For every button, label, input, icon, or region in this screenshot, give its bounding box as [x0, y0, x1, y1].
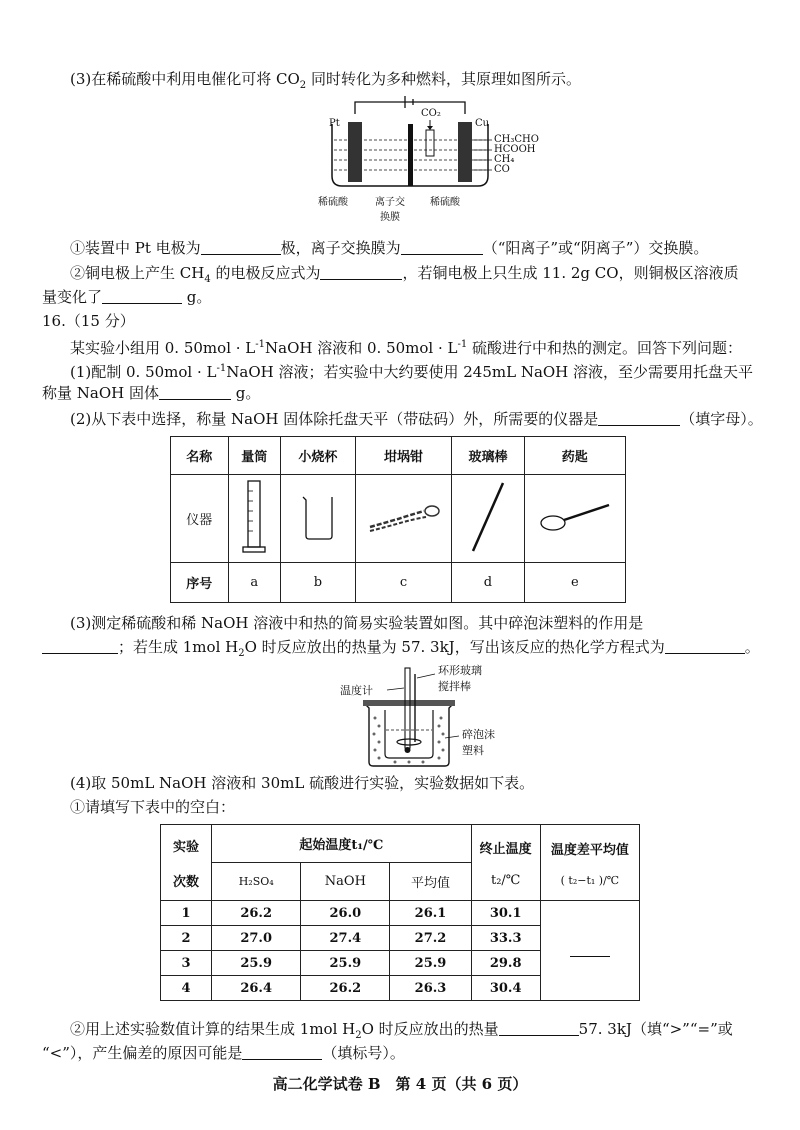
crucible-tongs-icon: [364, 497, 444, 537]
instrument-cell: [228, 475, 280, 563]
membrane-label: [372, 193, 408, 223]
avg-header: 平均值: [390, 863, 471, 901]
answer-blank[interactable]: [102, 289, 182, 304]
p2-b: （填字母）。: [680, 410, 763, 428]
sub2-text-d: 量变化了: [42, 288, 103, 306]
data-cell: 27.4: [301, 926, 390, 951]
intro-sup1: -1: [255, 339, 266, 350]
q15-3-sub2-cont: [42, 286, 760, 308]
p3-d: 。: [744, 638, 760, 656]
p3-c: O 时反应放出的热量为 57. 3kJ，写出该反应的热化学方程式为: [244, 638, 665, 656]
q16-part3-cont: [42, 636, 760, 665]
data-cell: 26.0: [301, 901, 390, 926]
p1-c: 称量 NaOH 固体: [42, 384, 159, 402]
co2-label: CO₂: [421, 108, 441, 119]
q15-3-stem: [42, 68, 760, 97]
naoh-header: NaOH: [301, 863, 390, 901]
measuring-cylinder-icon: [239, 477, 269, 557]
foam-label: [462, 726, 495, 758]
stirrer-label-2: 搅拌棒: [438, 680, 471, 693]
data-cell: 26.2: [301, 976, 390, 1001]
q16-intro: [42, 334, 760, 359]
product-co: CO: [494, 164, 510, 175]
instrument-table: [170, 436, 626, 603]
name-cell: 药匙: [524, 437, 625, 475]
name-cell: 量筒: [228, 437, 280, 475]
membrane-label-2: 换膜: [380, 212, 400, 223]
answer-blank[interactable]: [598, 411, 680, 426]
trial-header-2: 次数: [173, 874, 200, 890]
sub2-text-c: ，若铜电极上只生成 11. 2g CO，则铜极区溶液质: [402, 264, 739, 282]
code-cell: a: [228, 563, 280, 603]
cu-electrode: [458, 122, 472, 182]
pt-electrode: [348, 122, 362, 182]
instrument-cell: [355, 475, 452, 563]
p1-sup: -1: [216, 363, 227, 374]
diff-header: [540, 825, 639, 901]
h2so4-header: H₂SO₄: [212, 863, 301, 901]
row-name-header: 名称: [171, 437, 229, 475]
p4-2-sub: 2: [355, 1030, 362, 1041]
data-cell: 30.1: [471, 901, 540, 926]
p3-b: ；若生成 1mol H: [118, 638, 239, 656]
answer-blank[interactable]: [499, 1021, 579, 1036]
answer-blank[interactable]: [401, 240, 483, 255]
sub2-text-a: ②铜电极上产生 CH: [70, 264, 205, 282]
q16-header: 16.（15 分）: [42, 312, 135, 330]
p3-a: (3)测定稀硫酸和稀 NaOH 溶液中和热的简易实验装置如图。其中碎泡沫塑料的作用是: [70, 614, 644, 632]
end-temp-header: [471, 825, 540, 901]
answer-blank[interactable]: [201, 240, 281, 255]
p4-2-b: O 时反应放出的热量: [361, 1020, 499, 1038]
code-cell: e: [524, 563, 625, 603]
end-temp-header-2: t₂/℃: [490, 872, 521, 888]
q16-part4: (4)取 50mL NaOH 溶液和 30mL 硫酸进行实验，实验数据如下表。: [70, 774, 535, 792]
instrument-cell: [452, 475, 524, 563]
intro-sup2: -1: [457, 339, 468, 350]
glass-rod-icon: [463, 477, 513, 557]
start-temp-header: 起始温度t₁/℃: [212, 825, 472, 863]
sub2-sub: 4: [204, 274, 211, 285]
stem-sub: 2: [299, 80, 307, 91]
stem-text-a: (3)在稀硫酸中利用电催化可将 CO: [70, 70, 300, 88]
answer-blank[interactable]: [42, 639, 118, 654]
name-cell: 玻璃棒: [452, 437, 524, 475]
left-solution-label: 稀硫酸: [318, 197, 348, 208]
answer-blank[interactable]: [570, 942, 610, 957]
data-cell: 26.4: [212, 976, 301, 1001]
answer-blank[interactable]: [320, 265, 402, 280]
instrument-cell: [524, 475, 625, 563]
data-cell: 29.8: [471, 951, 540, 976]
data-cell: 25.9: [301, 951, 390, 976]
q16-part2: [42, 408, 763, 430]
stem-text-b: 同时转化为多种燃料，其原理如图所示。: [306, 70, 581, 88]
foam-label-1: 碎泡沫: [462, 728, 495, 741]
experiment-data-table: [160, 824, 640, 1001]
p1-b: NaOH 溶液；若实验中大约要使用 245mL NaOH 溶液，至少需要用托盘天平: [226, 363, 754, 381]
ion-exchange-membrane: [408, 124, 413, 186]
answer-blank[interactable]: [159, 385, 231, 400]
code-cell: c: [355, 563, 452, 603]
beaker-icon: [298, 492, 338, 542]
sub2-text-e: g。: [182, 288, 212, 306]
data-cell: 27.2: [390, 926, 471, 951]
cu-label: Cu: [475, 118, 490, 129]
name-cell: 坩埚钳: [355, 437, 452, 475]
data-cell: 2: [161, 926, 212, 951]
answer-blank[interactable]: [665, 639, 745, 654]
p4-2-d: “<”），产生偏差的原因可能是: [42, 1044, 243, 1062]
p4-2-e: （填标号）。: [322, 1044, 405, 1062]
product-ch3cho: CH₃CHO: [494, 134, 539, 145]
code-cell: b: [280, 563, 355, 603]
thermometer-label: 温度计: [340, 684, 373, 697]
stirrer-label-1: 环形玻璃: [438, 664, 482, 677]
page-footer: 高二化学试卷 B 第 4 页（共 6 页）: [272, 1075, 528, 1093]
right-solution-label: 稀硫酸: [430, 197, 460, 208]
foam-label-2: 塑料: [462, 744, 484, 757]
intro-b: NaOH 溶液和 0. 50mol · L: [265, 339, 458, 357]
data-cell: 26.2: [212, 901, 301, 926]
name-cell: 小烧杯: [280, 437, 355, 475]
data-cell: 25.9: [212, 951, 301, 976]
data-cell: 3: [161, 951, 212, 976]
trial-header: [161, 825, 212, 901]
data-cell: 26.3: [390, 976, 471, 1001]
data-cell: 1: [161, 901, 212, 926]
p4-2-a: ②用上述实验数值计算的结果生成 1mol H: [70, 1020, 356, 1038]
q16-part4-1: ①请填写下表中的空白：: [70, 798, 236, 816]
electrolysis-diagram: [310, 96, 510, 228]
sub1-text-c: （“阳离子”或“阴离子”）交换膜。: [482, 239, 709, 257]
row-code-header: 序号: [171, 563, 229, 603]
pt-label: Pt: [329, 118, 340, 129]
instrument-cell: [280, 475, 355, 563]
sub1-text-b: 极，离子交换膜为: [280, 239, 401, 257]
answer-blank[interactable]: [242, 1045, 322, 1060]
data-cell: 27.0: [212, 926, 301, 951]
code-cell: d: [452, 563, 524, 603]
p2-a: (2)从下表中选择，称量 NaOH 固体除托盘天平（带砝码）外，所需要的仪器是: [70, 410, 599, 428]
diff-header-1: 温度差平均值: [550, 842, 629, 858]
row-instrument-header: 仪器: [171, 475, 229, 563]
spatula-icon: [535, 497, 615, 537]
data-cell: 33.3: [471, 926, 540, 951]
avg-diff-answer-cell[interactable]: [540, 901, 639, 1001]
sub1-text-a: ①装置中 Pt 电极为: [70, 239, 201, 257]
intro-c: 硫酸进行中和热的测定。回答下列问题：: [467, 339, 743, 357]
q15-3-sub1: [42, 237, 760, 259]
stirrer-label: [438, 662, 482, 694]
product-ch4: CH₄: [494, 154, 515, 165]
data-cell: 26.1: [390, 901, 471, 926]
trial-header-1: 实验: [173, 839, 200, 855]
end-temp-header-1: 终止温度: [479, 841, 532, 857]
product-hcooh: HCOOH: [494, 144, 536, 155]
p4-2-c: 57. 3kJ（填“>”“=”或: [578, 1020, 733, 1038]
data-cell: 25.9: [390, 951, 471, 976]
p3-sub: 2: [238, 648, 245, 659]
intro-a: 某实验小组用 0. 50mol · L: [70, 339, 256, 357]
membrane-label-1: 离子交: [375, 197, 405, 208]
sub2-text-b: 的电极反应式为: [210, 264, 321, 282]
p1-a: (1)配制 0. 50mol · L: [70, 363, 217, 381]
data-cell: 30.4: [471, 976, 540, 1001]
q16-part4-2-cont: [42, 1042, 760, 1064]
diff-header-2: ( t₂−t₁ )/℃: [560, 873, 620, 887]
q16-part1: [42, 358, 760, 383]
p1-d: g。: [230, 384, 261, 402]
q16-part3: [42, 612, 760, 634]
data-cell: 4: [161, 976, 212, 1001]
q16-part1-cont: [42, 382, 760, 404]
